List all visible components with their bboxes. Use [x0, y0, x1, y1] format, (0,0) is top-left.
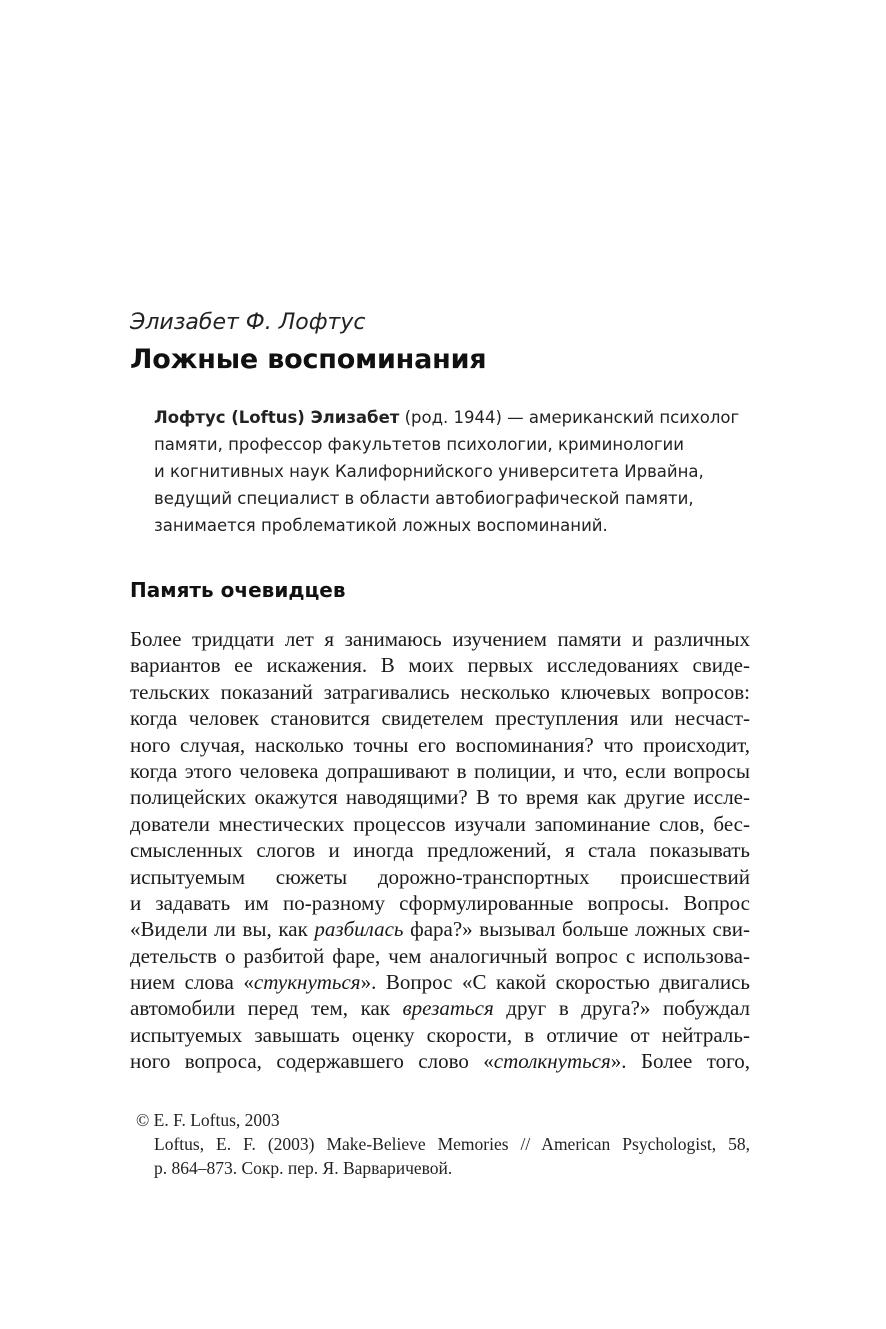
italic-word: стукнуться	[253, 970, 361, 995]
text-line: Более тридцати лет я занимаюсь изучением памяти и различных	[130, 627, 750, 651]
text-line: дователи мнестических процессов изучали запоминание слов, бес-	[130, 811, 750, 836]
text-line: детельств о разбитой фаре, чем аналогичный вопрос с использова-	[130, 943, 750, 968]
section-heading: Память очевидцев	[130, 578, 346, 602]
bio-line: и когнитивных наук Калифорнийского университета Ирвайна,	[154, 462, 704, 481]
italic-word: врезаться	[402, 996, 494, 1021]
text-segment: фара?» вызывал больше ложных сви-	[403, 917, 751, 942]
citation-text: Loftus, E. F. (2003) Make-Believe Memories // American Psychologist, 58,	[154, 1134, 750, 1154]
italic-word: разбилась	[314, 917, 404, 942]
text-line: полицейских окажутся наводящими? В то время как другие иссле-	[130, 785, 750, 810]
source-footnote	[130, 1108, 750, 1180]
text-line: испытуемым сюжеты дорожно-транспортных происшествий	[130, 864, 750, 889]
text-line	[130, 916, 750, 942]
bio-line: памяти, профессор факультетов психологии, криминологии	[154, 435, 684, 454]
text-line: смысленных слогов и иногда предложений, я стала показывать	[130, 838, 750, 863]
text-segment: ». Более того,	[610, 1049, 750, 1074]
text-line: тельских показаний затрагивались несколько ключевых вопросов:	[130, 679, 750, 704]
text-segment: ного вопроса, содержавшего слово «	[130, 1049, 494, 1074]
copyright-notice: © E. F. Loftus, 2003	[136, 1110, 280, 1130]
bio-author-name: Лофтус (Loftus) Элизабет	[154, 408, 400, 427]
bio-line	[154, 404, 754, 431]
bio-line: ведущий специалист в области автобиографической памяти,	[154, 489, 694, 508]
text-line: вариантов ее искажения. В моих первых исследованиях свиде-	[130, 653, 750, 678]
text-line	[130, 969, 750, 995]
text-line: когда этого человека допрашивают в полиции, и что, если вопросы	[130, 758, 750, 783]
text-line: ного случая, насколько точны его воспоминания? что происходит,	[130, 732, 750, 757]
text-segment: ». Вопрос «С какой скоростью двигались	[360, 970, 750, 995]
text-line: когда человек становится свидетелем преступления или несчаст-	[130, 706, 750, 731]
chapter-title: Ложные воспоминания	[130, 344, 487, 375]
text-line: и задавать им по-разному сформулированные вопросы. Вопрос	[130, 890, 750, 915]
text-segment: друг в друга?» побуждал	[493, 996, 750, 1021]
text-segment: автомобили перед тем, как	[130, 996, 403, 1021]
citation-line	[130, 1132, 750, 1156]
bio-line: занимается проблематикой ложных воспоминаний.	[154, 516, 608, 535]
body-paragraph	[130, 626, 750, 1075]
author-bio	[154, 404, 754, 539]
text-line	[130, 1048, 750, 1074]
italic-word: столкнуться	[493, 1049, 611, 1074]
bio-text: (род. 1944) — американский психолог	[399, 408, 740, 427]
citation-line: p. 864–873. Сокр. пер. Я. Варваричевой.	[154, 1158, 453, 1178]
text-line: испытуемых завышать оценку скорости, в отличие от нейтраль-	[130, 1022, 750, 1047]
text-line	[130, 995, 750, 1021]
author-name: Элизабет Ф. Лофтус	[130, 310, 366, 335]
text-segment: нием слова «	[130, 970, 254, 995]
text-segment: «Видели ли вы, как	[130, 917, 315, 942]
